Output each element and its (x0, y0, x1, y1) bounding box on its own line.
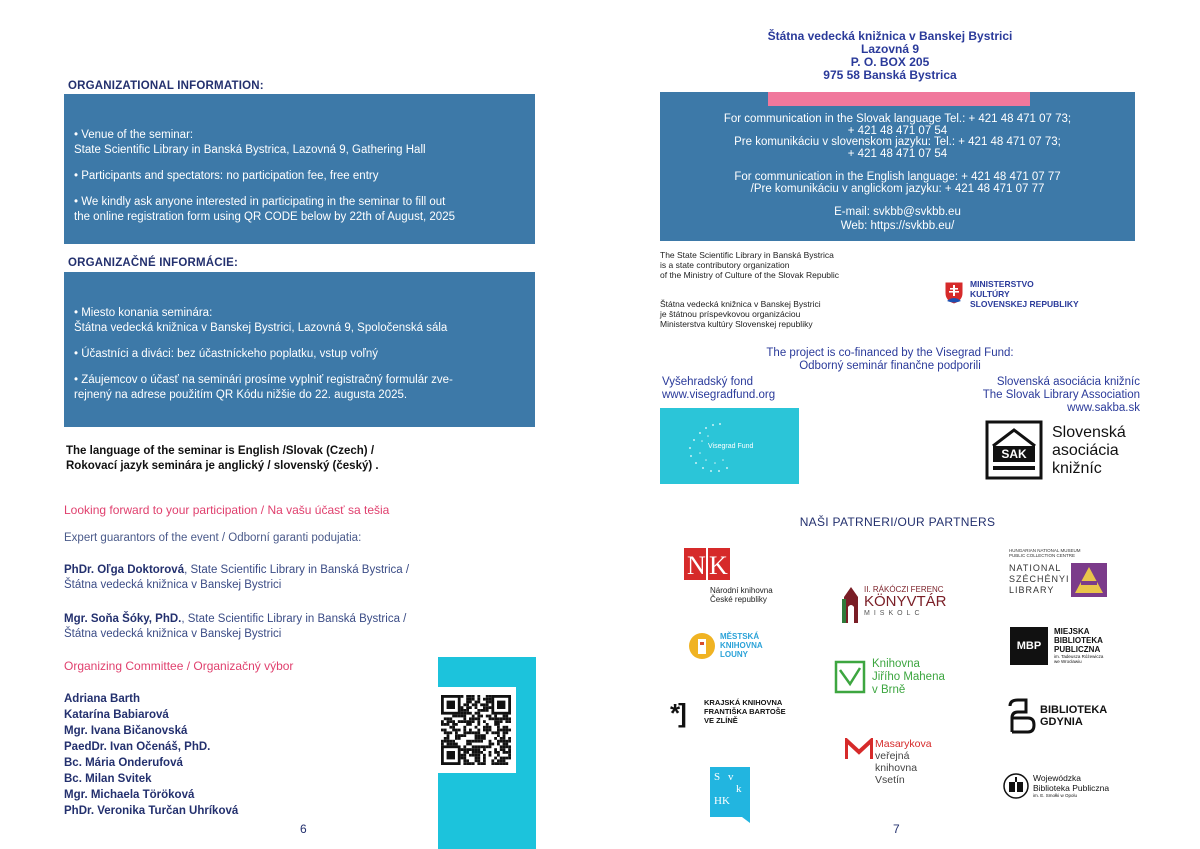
mahen-line: Knihovna (872, 658, 920, 670)
committee-list (64, 691, 238, 819)
address-line: P. O. BOX 205 (850, 55, 930, 69)
mbp-line: MIEJSKA (1054, 627, 1090, 636)
org-note-line: je štátnou príspevkovou organizáciou (660, 309, 801, 319)
visegrad-fund-info (662, 376, 775, 402)
louny-line: MĚSTSKÁ (720, 632, 760, 641)
registration-qr-code[interactable] (436, 687, 516, 773)
svkhk-letter: v (728, 771, 734, 783)
partner-konyvtar-logo (842, 585, 947, 628)
org-sk-registration-2: rejnený na adrese použitím QR Kódu nižšie do 22. augusta 2025. (74, 389, 408, 401)
ministry-logo-text (970, 279, 1079, 309)
guarantor-1 (64, 563, 409, 593)
sak-name-sk: Slovenská asociácia knižníc (996, 376, 1140, 388)
org-sk-title: ORGANIZAČNÉ INFORMÁCIE: (68, 257, 239, 269)
nk-line: České republiky (710, 595, 767, 604)
zlin-line: VE ZLÍNĚ (704, 716, 738, 725)
ministry-line: SLOVENSKEJ REPUBLIKY (970, 299, 1079, 309)
svkhk-letter: k (736, 783, 742, 795)
partners-title: NAŠI PATRNERI/OUR PARTNERS (799, 515, 996, 529)
nszl-emblem-icon (1071, 563, 1107, 597)
zlin-icon: *] (670, 698, 685, 728)
page-number-right: 7 (893, 822, 900, 836)
org-note-sk (660, 299, 821, 329)
org-note-line: of the Ministry of Culture of the Slovak Republic (660, 270, 840, 280)
mbp-text (1054, 627, 1103, 664)
guarantor-1-name: PhDr. Oľga Doktorová (64, 564, 185, 576)
nszl-line: LIBRARY (1009, 585, 1055, 595)
mahen-line: v Brně (872, 684, 906, 696)
committee-member: Adriana Barth (64, 693, 141, 705)
nszl-line: HUNGARIAN NATIONAL MUSEUM (1009, 548, 1081, 553)
contact-sk-en-2: + 421 48 471 07 54 (847, 124, 948, 137)
konyvtar-text (864, 585, 947, 617)
visegrad-fund-logo (660, 408, 799, 484)
partner-nk-logo (684, 548, 773, 604)
mbp-line: we Wrocławiu (1054, 659, 1082, 664)
contact-web[interactable]: Web: https://svkbb.eu/ (840, 219, 955, 232)
svg-text:N: N (687, 551, 706, 580)
konyvtar-line: MISKOLC (864, 610, 924, 617)
slovak-coat-of-arms-icon (944, 281, 964, 305)
org-info-title: ORGANIZATIONAL INFORMATION: (68, 80, 264, 92)
guarantor-1-affiliation-sk: Štátna vedecká knižnica v Banskej Bystrici (64, 579, 282, 591)
partner-mahen-logo (834, 658, 945, 699)
nszl-line: SZÉCHÉNYI (1009, 574, 1070, 584)
committee-member: Bc. Milan Svitek (64, 773, 152, 785)
contact-sk-sk-2: + 421 48 471 07 54 (847, 147, 948, 160)
zlin-line: FRANTIŠKA BARTOŠE (704, 707, 786, 716)
contact-sk-en-1: For communication in the Slovak language Tel.: + 421 48 471 07 73; (723, 113, 1072, 125)
looking-forward: Looking forward to your participation / Na vašu účasť sa tešia (64, 503, 390, 517)
org-sk-box (64, 272, 535, 427)
address-line: 975 58 Banská Bystrica (823, 68, 957, 82)
org-info-registration-2: the online registration form using QR CODE below by 22th of August, 2025 (74, 211, 455, 223)
nszl-line: PUBLIC COLLECTION CENTRE (1009, 553, 1076, 558)
gdynia-text (1040, 704, 1107, 728)
contact-pink-bar (768, 92, 1030, 106)
mbp-line: im. Tadeusza Różewicza (1054, 654, 1104, 659)
partner-nszl-logo (1009, 548, 1109, 595)
contact-sk-sk-1: Pre komunikáciu v slovenskom jazyku: Tel.: + 421 48 471 07 73; (734, 136, 1061, 148)
partner-mbp-logo (1010, 627, 1104, 665)
gdynia-line: BIBLIOTEKA (1040, 704, 1108, 716)
sak-name-en: The Slovak Library Association (982, 389, 1140, 401)
org-note-line: Štátna vedecká knižnica v Banskej Bystrici (660, 299, 821, 309)
louny-text (720, 632, 763, 659)
visegrad-fund-url[interactable]: www.visegradfund.org (662, 389, 776, 401)
org-sk-venue: Štátna vedecká knižnica v Banskej Bystrici, Lazovná 9, Spoločenská sála (74, 322, 448, 334)
contact-box (660, 92, 1135, 241)
language-line-sk: Rokovací jazyk seminára je anglický / slovenský (český) . (66, 460, 379, 472)
vsetin-line: knihovna (875, 762, 918, 774)
mahen-text (872, 658, 945, 697)
nszl-header (1009, 548, 1109, 558)
committee-member: Mgr. Ivana Bičanovská (64, 725, 188, 737)
sak-logo-line: asociácia (1052, 442, 1119, 459)
vsetin-line: Masarykova (875, 738, 932, 750)
project-line-en: The project is co-financed by the Visegrad Fund: (766, 347, 1014, 359)
contact-email[interactable]: E-mail: svkbb@svkbb.eu (834, 206, 961, 218)
vsetin-text (875, 738, 932, 786)
org-info-registration-1: • We kindly ask anyone interested in participating in the seminar to fill out (74, 196, 446, 208)
ministry-line: KULTÚRY (970, 289, 1010, 299)
org-info-venue: State Scientific Library in Banská Bystrica, Lazovná 9, Gathering Hall (74, 144, 426, 156)
mahen-line: Jiřího Mahena (872, 671, 945, 683)
zlin-text (704, 698, 786, 725)
sak-logo (985, 420, 1043, 480)
page-number-left: 6 (300, 822, 307, 836)
nszl-name (1009, 563, 1070, 596)
opole-line: im. E. Smołki w Opolu (1033, 793, 1078, 798)
committee-member: Bc. Mária Onderufová (64, 757, 183, 769)
nk-icon (684, 548, 732, 580)
partner-vsetin-logo (845, 738, 932, 786)
address-line: Štátna vedecká knižnica v Banskej Bystrici (767, 29, 1013, 43)
org-note-line: The State Scientific Library in Banská Bystrica (660, 250, 834, 260)
opole-line: Wojewódzka (1033, 773, 1082, 783)
qr-code-graphic (436, 687, 516, 773)
sak-logo-abbr: SAK (1001, 447, 1027, 461)
opole-book-icon (1003, 773, 1029, 799)
louny-icon (688, 632, 716, 660)
committee-member: Katarína Babiarová (64, 709, 169, 721)
vsetin-line: Vsetín (875, 774, 905, 786)
org-info-box (64, 94, 535, 244)
visegrad-fund-name: Vyšehradský fond (662, 376, 753, 388)
opole-text (1033, 773, 1109, 799)
org-note-en (660, 250, 839, 280)
committee-member: Mgr. Michaela Töröková (64, 789, 195, 801)
ministry-logo (944, 279, 1079, 310)
ministry-line: MINISTERSTVO (970, 279, 1034, 289)
svkhk-letter: HK (714, 795, 730, 807)
org-sk-venue-label: • Miesto konania seminára: (74, 307, 213, 319)
language-note (66, 444, 379, 474)
konyvtar-line: II. RÁKÓCZI FERENC (864, 585, 944, 594)
vsetin-m-icon (845, 738, 873, 760)
louny-line: KNIHOVNA (720, 641, 763, 650)
org-note-line: is a state contributory organization (660, 260, 790, 270)
org-info-venue-label: • Venue of the seminar: (74, 129, 194, 141)
sak-logo-text (1052, 424, 1126, 478)
guarantor-2-name: Mgr. Soňa Šóky, PhD. (64, 613, 182, 625)
guarantors-title: Expert guarantors of the event / Odborní garanti podujatia: (64, 532, 362, 544)
partner-svkhk-logo (710, 767, 750, 823)
svkhk-letter: S (714, 771, 721, 783)
org-info-fee: • Participants and spectators: no participation fee, free entry (74, 170, 379, 182)
committee-title: Organizing Committee / Organizačný výbor (64, 659, 294, 673)
vsetin-line: veřejná (875, 750, 910, 762)
guarantor-1-affiliation: , State Scientific Library in Banská Bystrica / (184, 564, 410, 576)
library-address (700, 30, 1080, 82)
mbp-line: BIBLIOTEKA (1054, 636, 1103, 645)
sak-logo-line: Slovenská (1052, 424, 1126, 441)
partner-zlin-logo (670, 698, 786, 728)
contact-en-sk: /Pre komunikáciu v anglickom jazyku: + 421 48 471 07 77 (750, 182, 1045, 195)
mbp-box: MBP (1010, 627, 1048, 665)
org-sk-registration-1: • Záujemcov o účasť na seminári prosíme vyplniť registračný formulár zve- (74, 374, 453, 386)
zlin-line: KRAJSKÁ KNIHOVNA (704, 698, 783, 707)
mbp-line: PUBLICZNA (1054, 645, 1101, 654)
konyvtar-tower-icon (842, 585, 860, 623)
contact-en-en: For communication in the English language: + 421 48 471 07 77 (734, 171, 1061, 183)
guarantor-2-affiliation-sk: Štátna vedecká knižnica v Banskej Bystrici (64, 628, 282, 640)
partner-louny-logo (688, 632, 763, 665)
org-sk-fee: • Účastníci a diváci: bez účastníckeho poplatku, vstup voľný (74, 348, 378, 360)
nk-line: Národní knihovna (710, 586, 773, 595)
project-line-sk: Odborný seminár finančne podporili (799, 360, 981, 372)
language-line-en: The language of the seminar is English /Slovak (Czech) / (66, 445, 375, 457)
mahen-icon (834, 660, 866, 694)
svg-text:K: K (709, 551, 728, 580)
gdynia-line: GDYNIA (1040, 716, 1083, 728)
sak-logo-line: knižníc (1052, 460, 1102, 477)
committee-member: PaedDr. Ivan Očenáš, PhD. (64, 741, 211, 753)
org-note-line: Ministerstva kultúry Slovenskej republiky (660, 319, 813, 329)
konyvtar-line: KÖNYVTÁR (864, 593, 947, 610)
sak-url[interactable]: www.sakba.sk (1067, 402, 1140, 414)
partner-gdynia-logo (1006, 698, 1108, 741)
louny-line: LOUNY (720, 650, 748, 659)
project-funding (700, 347, 1080, 373)
gdynia-book-icon (1006, 698, 1036, 736)
partner-opole-logo (1003, 773, 1110, 804)
opole-line: Biblioteka Publiczna (1033, 783, 1110, 793)
nszl-line: NATIONAL (1009, 563, 1062, 573)
committee-member: PhDr. Veronika Turčan Uhríková (64, 805, 239, 817)
sak-info (983, 376, 1140, 415)
address-line: Lazovná 9 (860, 42, 920, 56)
guarantor-2 (64, 612, 406, 642)
guarantor-2-affiliation: , State Scientific Library in Banská Bystrica / (181, 613, 407, 625)
visegrad-fund-logo-text: Visegrad Fund (708, 443, 754, 450)
nk-text (710, 586, 773, 604)
